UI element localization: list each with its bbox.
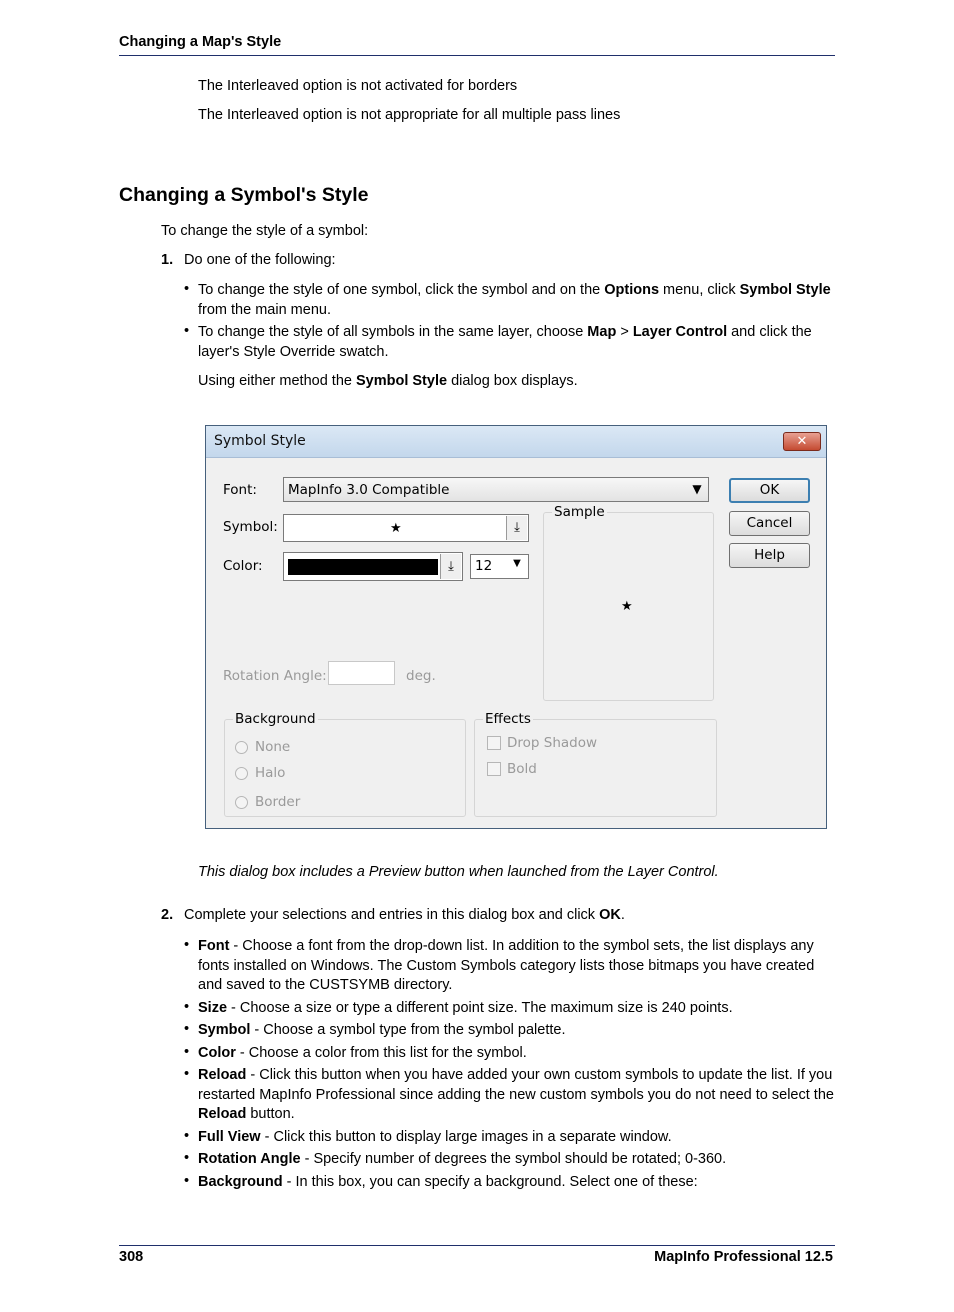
font-value: MapInfo 3.0 Compatible: [288, 482, 450, 498]
item-reload: Reload - Click this button when you have added your own custom symbols to update the list. If you restarted MapInfo Professional since adding the new custom symbols you do not need to select the Reload button.: [198, 1067, 834, 1123]
page-number: 308: [119, 1249, 144, 1265]
symbol-label: Symbol:: [223, 519, 278, 535]
running-header: Changing a Map's Style: [119, 34, 282, 50]
bullet-dot: •: [184, 1066, 190, 1082]
bg-halo-radio[interactable]: [235, 767, 248, 780]
item-size: Size - Choose a size or type a different point size. The maximum size is 240 points.: [198, 1000, 733, 1016]
step-2-number: 2.: [161, 907, 174, 923]
color-label: Color:: [223, 558, 263, 574]
bullet-dot: •: [184, 1128, 190, 1144]
item-font: Font - Choose a font from the drop-down list. In addition to the symbol sets, the list displays any fonts installed on Windows. The Custom Symbols category lists those bitmaps you have created and saved to the CUSTSYMB directory.: [198, 938, 815, 994]
sample-group: [543, 504, 714, 701]
footer-product: MapInfo Professional 12.5: [654, 1249, 833, 1265]
bg-halo-label: Halo: [255, 765, 286, 781]
chevron-down-icon: ▼: [513, 558, 521, 569]
section-lead: To change the style of a symbol:: [161, 223, 369, 239]
chevron-down-icon: ▼: [692, 482, 702, 496]
rotation-angle-input[interactable]: [328, 661, 395, 685]
drop-shadow-checkbox[interactable]: [487, 736, 501, 750]
bullet-dot: •: [184, 1044, 190, 1060]
item-rotation-angle: Rotation Angle - Specify number of degrees the symbol should be rotated; 0-360.: [198, 1151, 727, 1167]
bold-checkbox[interactable]: [487, 762, 501, 776]
bg-none-label: None: [255, 739, 291, 755]
bg-border-radio[interactable]: [235, 796, 248, 809]
sample-label: Sample: [554, 504, 605, 520]
color-picker[interactable]: [283, 552, 463, 581]
star-symbol-icon: ★: [390, 521, 402, 536]
item-color: Color - Choose a color from this list for the symbol.: [198, 1045, 527, 1061]
background-label: Background: [235, 711, 316, 727]
step-2-text: Complete your selections and entries in this dialog box and click OK.: [184, 907, 625, 923]
dialog-titlebar: [206, 426, 826, 458]
size-value: 12: [475, 558, 493, 574]
bullet-all-symbols: To change the style of all symbols in the same layer, choose Map > Layer Control and click the layer's Style Override swatch.: [198, 324, 812, 360]
intro-line-1: The Interleaved option is not activated for borders: [198, 78, 518, 94]
rotation-angle-label: Rotation Angle:: [223, 668, 327, 684]
bullet-dot: •: [184, 1173, 190, 1189]
bg-none-radio[interactable]: [235, 741, 248, 754]
bullet-dot: •: [184, 1021, 190, 1037]
step-1-text: Do one of the following:: [184, 252, 336, 268]
font-label: Font:: [223, 482, 257, 498]
effects-label: Effects: [485, 711, 531, 727]
bullet-dot: •: [184, 1150, 190, 1166]
header-rule: [119, 55, 835, 56]
symbol-style-dialog: [205, 425, 827, 829]
bullet-dot: •: [184, 937, 190, 953]
drop-shadow-label: Drop Shadow: [507, 735, 598, 751]
ok-button[interactable]: OK: [729, 478, 810, 503]
bg-border-label: Border: [255, 794, 301, 810]
footer-rule: [119, 1245, 835, 1246]
close-button[interactable]: ✕: [783, 432, 821, 451]
symbol-picker[interactable]: [283, 514, 529, 542]
item-background: Background - In this box, you can specify a background. Select one of these:: [198, 1174, 698, 1190]
bullet-dot: •: [184, 999, 190, 1015]
intro-line-2: The Interleaved option is not appropriate for all multiple pass lines: [198, 107, 621, 123]
help-button[interactable]: Help: [729, 543, 810, 568]
dropdown-arrow-icon[interactable]: ⤓: [506, 516, 527, 540]
font-dropdown[interactable]: [283, 477, 709, 502]
sample-star-icon: ★: [621, 599, 633, 614]
step-1-number: 1.: [161, 252, 174, 268]
size-dropdown[interactable]: [470, 554, 529, 579]
item-full-view: Full View - Click this button to display large images in a separate window.: [198, 1129, 672, 1145]
step-2: [161, 905, 841, 925]
section-title: Changing a Symbol's Style: [119, 184, 369, 206]
deg-label: deg.: [406, 668, 436, 684]
bold-label: Bold: [507, 761, 537, 777]
bullet-dot: •: [184, 281, 190, 297]
step-1: [161, 250, 336, 270]
bullet-one-symbol: To change the style of one symbol, click the symbol and on the Options menu, click Symbol Style from the main menu.: [198, 282, 831, 318]
color-swatch: [288, 559, 438, 575]
dialog-title: Symbol Style: [214, 433, 306, 449]
cancel-button[interactable]: Cancel: [729, 511, 810, 536]
either-method-text: Using either method the Symbol Style dialog box displays.: [198, 373, 578, 389]
item-symbol: Symbol - Choose a symbol type from the symbol palette.: [198, 1022, 566, 1038]
bullet-dot: •: [184, 323, 190, 339]
dropdown-arrow-icon[interactable]: ⤓: [440, 554, 461, 579]
dialog-caption: This dialog box includes a Preview button when launched from the Layer Control.: [198, 864, 719, 880]
